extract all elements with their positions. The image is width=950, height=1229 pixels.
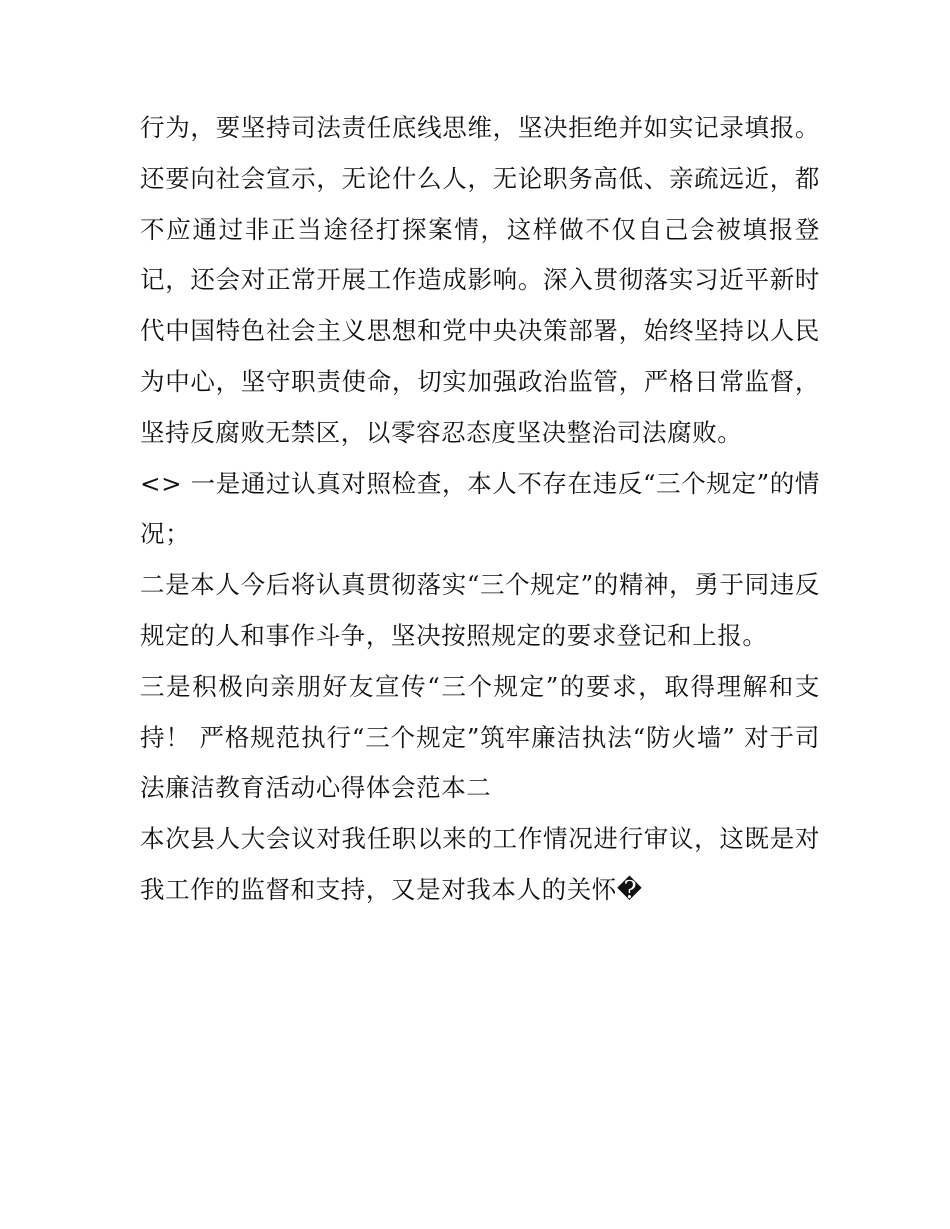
paragraph-1: 行为，要坚持司法责任底线思维，坚决拒绝并如实记录填报。还要向社会宣示，无论什么人，无论职务高低、亲疏远近，都不应通过非正当途径打探案情，这样做不仅自己会被填报登记，还会对正常开展工作造成影响。深入贯彻落实习近平新时代中国特色社会主义思想和党中央决策部署，始终坚持以人民为中心，坚守职责使命，切实加强政治监管，严格日常监督，坚持反腐败无禁区，以零容忍态度坚决整治司法腐败。 (140, 113, 820, 447)
paragraph-2: <> 一是通过认真对照检查，本人不存在违反“三个规定”的情况； (140, 468, 820, 549)
document-body (140, 103, 820, 916)
paragraph-5: 本次县人大会议对我任职以来的工作情况进行审议，这既是对我工作的监督和支持，又是对我本人的关怀� (140, 824, 820, 904)
paragraph-4: 三是积极向亲朋好友宣传“三个规定”的要求，取得理解和支持！ 严格规范执行“三个规定”筑牢廉洁执法“防火墙” 对于司法廉洁教育活动心得体会范本二 (140, 671, 820, 803)
paragraph-3: 二是本人今后将认真贯彻落实“三个规定”的精神，勇于同违反规定的人和事作斗争，坚决按照规定的要求登记和上报。 (140, 570, 820, 650)
